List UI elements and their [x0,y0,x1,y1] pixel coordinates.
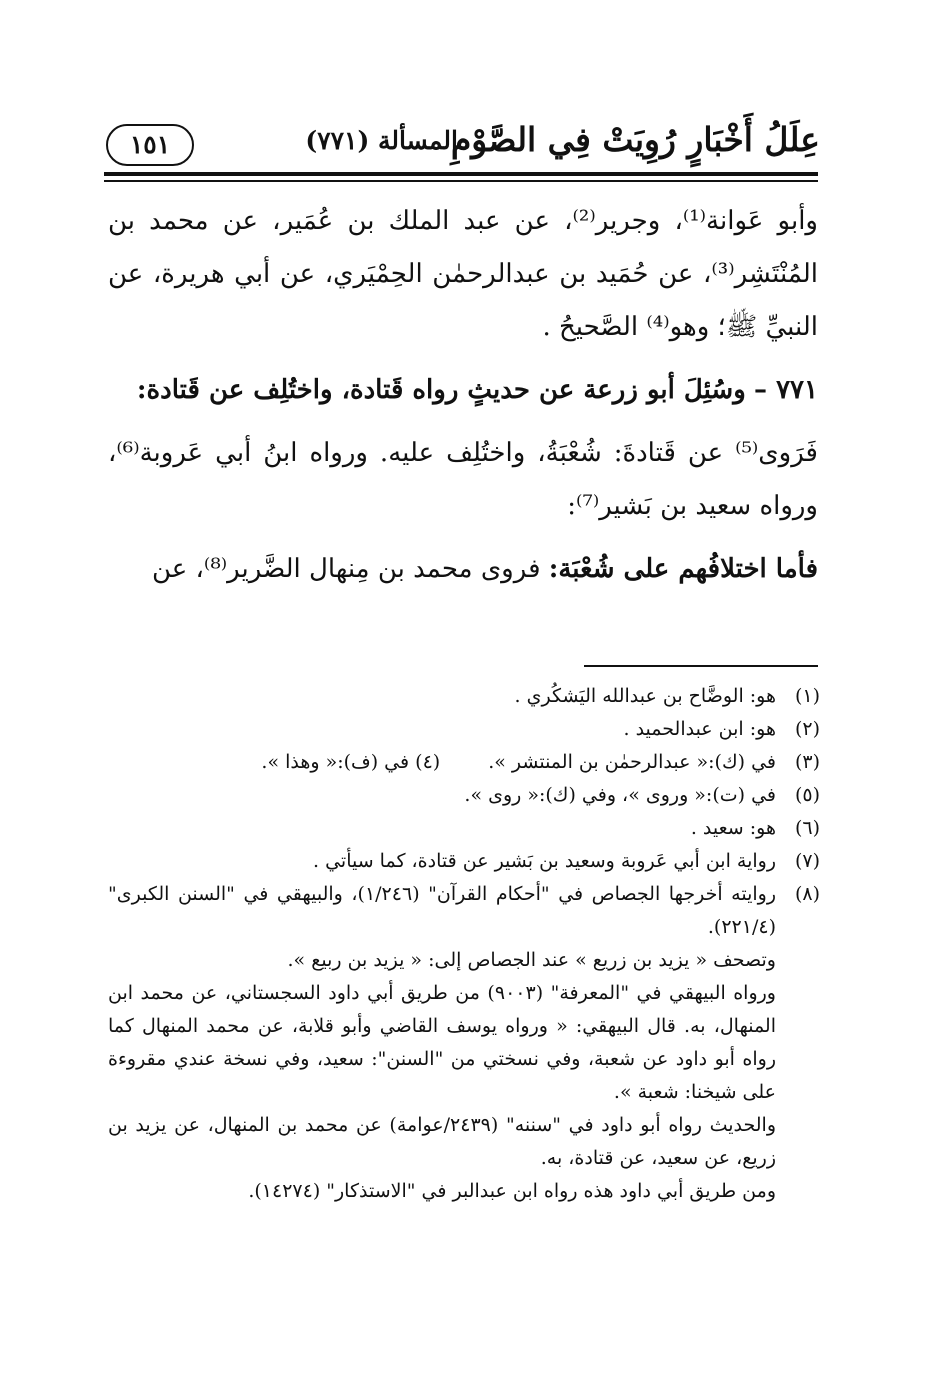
footnote-text: في (ت):« وروى »، وفي (ك):« روى ». [464,784,776,806]
header-rule-thick [104,172,818,176]
footnote-number: (٨) [794,883,820,905]
footnote-number: (٦) [794,817,820,839]
footnote-number: (٧) [794,850,820,872]
page-header [100,112,820,170]
question-text: وسُئِلَ أبو زرعة عن حديثٍ رواه قَتادة، واختُلِف عن قَتادة: [136,375,746,405]
main-text [108,195,818,606]
footnote-number: (١) [794,685,820,707]
footnote-8 [108,878,820,944]
book-title: عِلَلُ أَخْبَارٍ رُوِيَتْ فِي الصَّوْمِ [450,120,820,159]
page-number: ١٥١ [106,124,194,166]
footnote-1 [108,680,820,713]
footnote-number: (٣) [794,751,820,773]
footnote-text: رواية ابن أبي عَروبة وسعيد بن بَشير عن قتادة، كما سيأتي . [313,850,776,872]
question-number: ٧٧١ – [754,375,818,405]
footnote-8-tasheef: وتصحف « يزيد بن زريع » عند الجصاص إلى: « يزيد بن ربيع ». [287,949,776,971]
footnote-4-text: (٤) في (ف):« وهذا ». [261,751,441,773]
shubah-text: فروى محمد بن مِنهال الضَّرير⁽⁸⁾، عن [151,554,549,584]
footnotes [108,680,820,1208]
footnote-7 [108,845,820,878]
footnote-6 [108,812,820,845]
footnote-8-istidhkar: ومن طريق أبي داود هذه رواه ابن عبدالبر في "الاستذكار" (١٤٢٧٤). [248,1180,776,1202]
masala-number: المسألة (٧٧١) [305,126,458,155]
footnote-text: هو: سعيد . [690,817,776,839]
footnote-text: هو: الوضَّاح بن عبدالله اليَشكُري . [514,685,776,707]
shubah-heading: فأما اختلافُهم على شُعْبَة: [548,554,818,584]
footnote-8-bayhaqi: ورواه البيهقي في "المعرفة" (٩٠٠٣) من طريق أبي داود السجستاني، عن محمد ابن المنهال، به. قال البيهقي: « ورواه يوسف القاضي وأبو قلابة، عن محمد المنهال كما رواه أبو داود عن شعبة، وفي نسختي من "السنن": سعيد، وفي نسخة عندي مقروءة على شيخنا: شعبة ». [108,982,776,1103]
paragraph-question [108,364,818,417]
footnote-5 [108,779,820,812]
footnote-2 [108,713,820,746]
footnote-separator [584,665,818,667]
footnote-8-abudawud: والحديث رواه أبو داود في "سننه" (٢٤٣٩/عوامة) عن محمد بن المنهال، عن يزيد بن زريع، عن سعيد، عن قتادة، به. [108,1114,776,1169]
paragraph-isnad: وأبو عَوانة⁽¹⁾، وجرير⁽²⁾، عن عبد الملك بن عُمَير، عن محمد بن المُنْتَشِر⁽³⁾، عن حُمَيد بن عبدالرحمٰن الحِمْيَري، عن أبي هريرة، عن النبيِّ ﷺ؛ وهو⁽⁴⁾ الصَّحيحُ . [108,206,818,342]
footnote-number: (٥) [794,784,820,806]
paragraph-narration: فَرَوى⁽⁵⁾ عن قَتادةَ: شُعْبَةُ، واختُلِف عليه. ورواه ابنُ أبي عَروبة⁽⁶⁾، ورواه سعيد بن بَشير⁽⁷⁾: [108,438,818,521]
footnote-number: (٢) [794,718,820,740]
footnote-text: في (ك):« عبدالرحمٰن بن المنتشر ». [488,751,776,773]
paragraph-shubah [108,543,818,596]
header-rule-thin [104,180,818,182]
footnote-text: هو: ابن عبدالحميد . [623,718,776,740]
footnote-text: روايته أخرجها الجصاص في "أحكام القرآن" (١/٢٤٦)، والبيهقي في "السنن الكبرى" (٢٢١/٤). [108,883,776,938]
footnote-3-4 [108,746,820,779]
